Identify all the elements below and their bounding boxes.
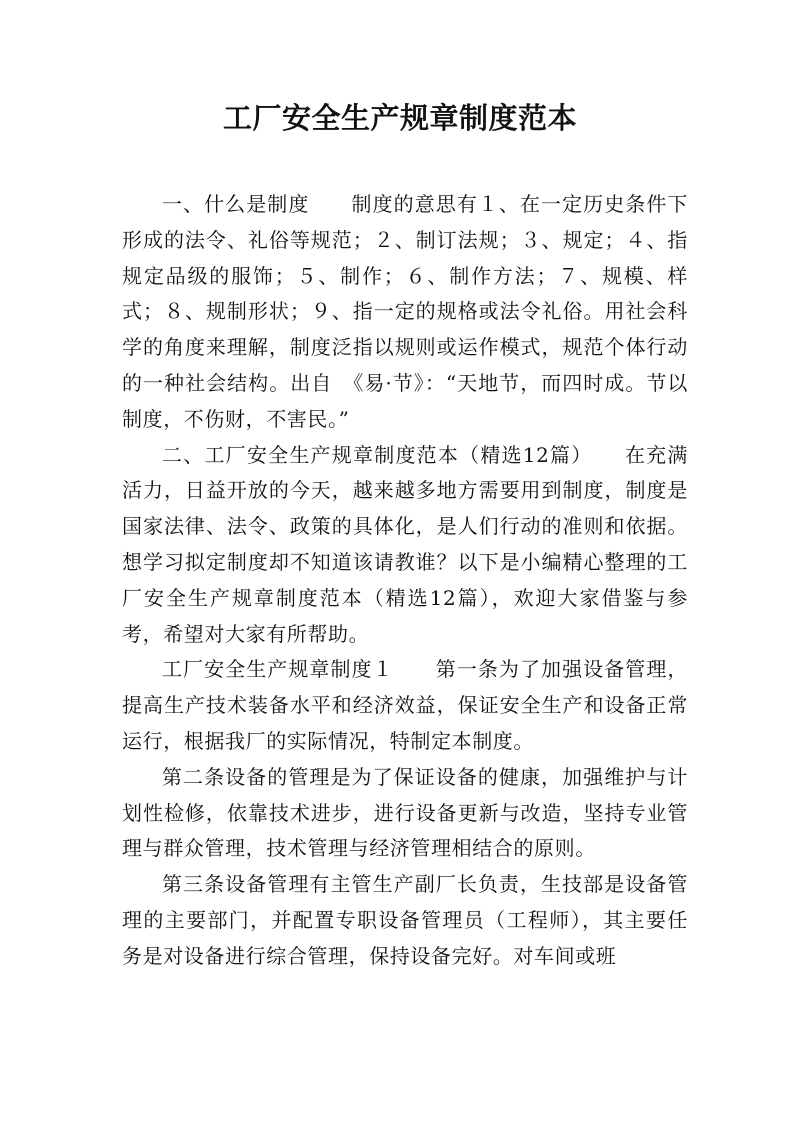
document-body: [122, 187, 688, 975]
paragraph-intro: 二、工厂安全生产规章制度范本（精选12篇） 在充满活力，日益开放的今天，越来越多地方需要用到制度，制度是国家法律、法令、政策的具体化，是人们行动的准则和依据。想学习拟定制度却不知道该请教谁？以下是小编精心整理的工厂安全生产规章制度范本（精选12篇），欢迎大家借鉴与参考，希望对大家有所帮助。: [122, 442, 688, 646]
paragraph-article-3: 第三条设备管理有主管生产副厂长负责，生技部是设备管理的主要部门，并配置专职设备管理员（工程师），其主要任务是对设备进行综合管理，保持设备完好。对车间或班: [122, 872, 688, 968]
paragraph-regulation-1: 工厂安全生产规章制度１ 第一条为了加强设备管理，提高生产技术装备水平和经济效益，保证安全生产和设备正常运行，根据我厂的实际情况，特制定本制度。: [122, 657, 688, 753]
document-title: 工厂安全生产规章制度范本: [222, 101, 577, 135]
paragraph-article-2: 第二条设备的管理是为了保证设备的健康，加强维护与计划性检修，依靠技术进步，进行设备更新与改造，坚持专业管理与群众管理，技术管理与经济管理相结合的原则。: [122, 764, 688, 861]
paragraph-what-is-system: 一、什么是制度 制度的意思有１、在一定历史条件下形成的法令、礼俗等规范；２、制订法规；３、规定；４、指规定品级的服饰；５、制作；６、制作方法；７、规模、样式；８、规制形状；９、指一定的规格或法令礼俗。用社会科学的角度来理解，制度泛指以规则或运作模式，规范个体行动的一种社会结构。出自 《易·节》：“天地节，而四时成。节以制度，不伤财，不害民。”: [122, 192, 688, 431]
